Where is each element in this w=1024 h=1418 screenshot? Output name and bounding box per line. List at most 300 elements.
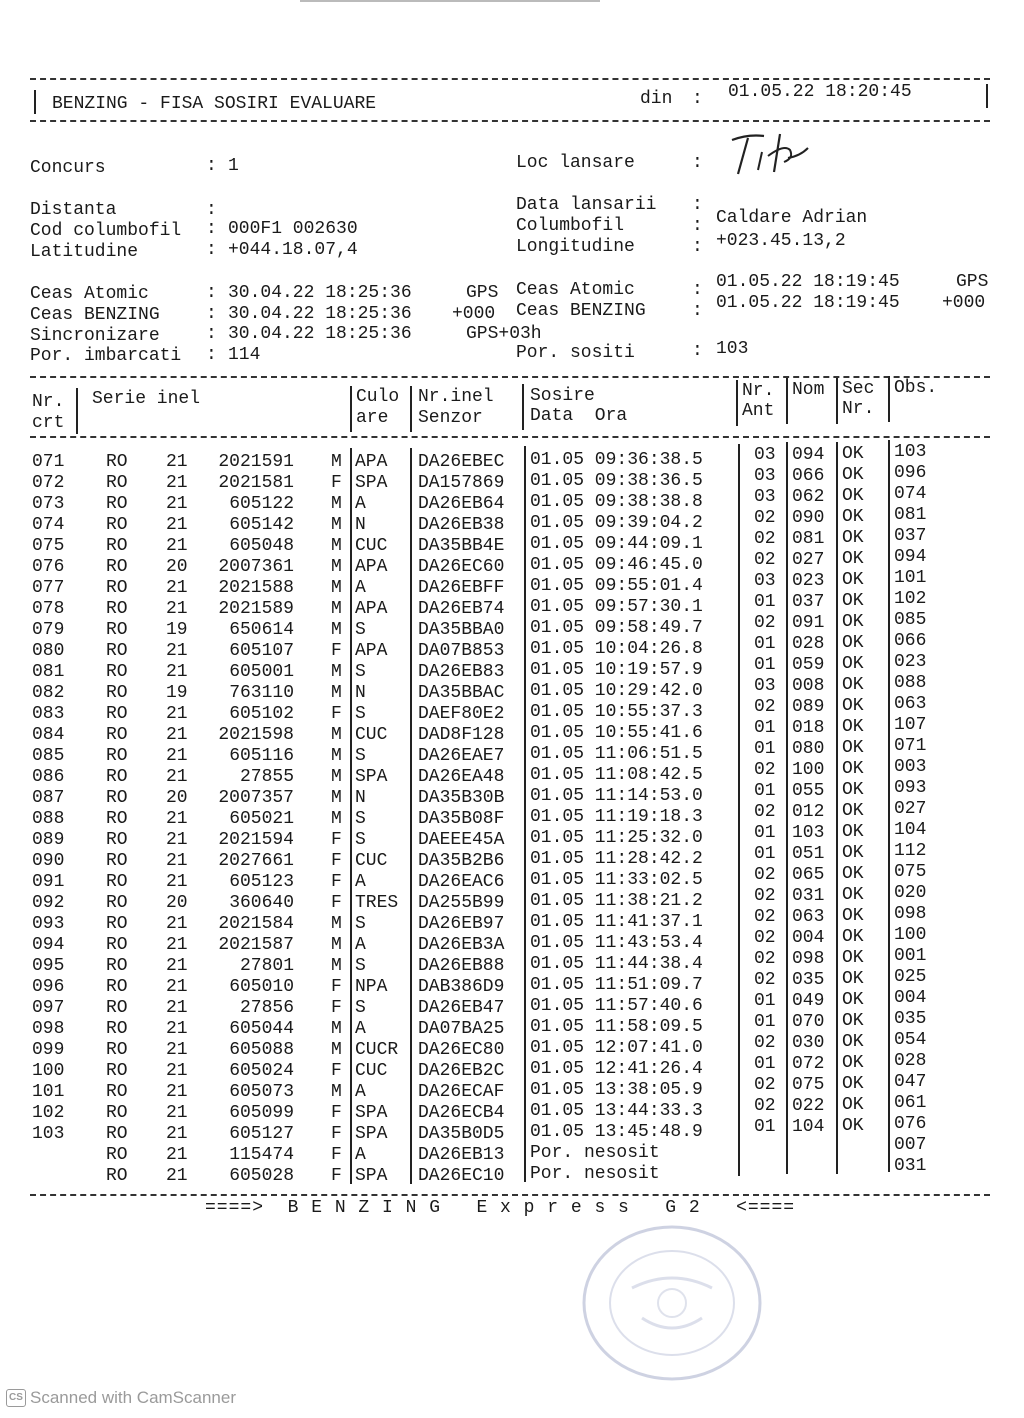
country-cell: RO (106, 473, 128, 493)
year-cell: 21 (166, 1124, 188, 1144)
nom-cell: 070 (792, 1012, 825, 1032)
country-cell: RO (106, 809, 128, 829)
latitudine-value: +044.18.07,4 (228, 240, 358, 260)
sex-cell: M (331, 1040, 342, 1060)
sex-cell: M (331, 620, 342, 640)
sex-cell: M (331, 809, 342, 829)
obs-cell: 061 (894, 1093, 927, 1113)
crt-cell: 083 (32, 704, 65, 724)
obs-cell: 096 (894, 463, 927, 483)
sec-cell: OK (842, 1032, 864, 1052)
year-cell: 21 (166, 662, 188, 682)
obs-cell: 031 (894, 1156, 927, 1176)
data-lansarii-colon: : (692, 195, 703, 215)
obs-cell: 104 (894, 820, 927, 840)
nr-ant-cell: 02 (754, 907, 776, 927)
camscanner-text: Scanned with CamScanner (30, 1388, 237, 1407)
hdr-sep-6 (786, 378, 788, 424)
nom-cell: 055 (792, 781, 825, 801)
sex-cell: F (331, 977, 342, 997)
sex-cell: F (331, 704, 342, 724)
nr-ant-cell: 01 (754, 634, 776, 654)
nr-ant-cell: 01 (754, 1054, 776, 1074)
page-title: BENZING - FISA SOSIRI EVALUARE (52, 94, 377, 114)
nr-ant-cell: 02 (754, 1096, 776, 1116)
nom-cell: 062 (792, 487, 825, 507)
country-cell: RO (106, 893, 128, 913)
sex-cell: F (331, 641, 342, 661)
country-cell: RO (106, 557, 128, 577)
arrival-cell: 01.05 11:57:40.6 (530, 996, 703, 1016)
obs-cell: 007 (894, 1135, 927, 1155)
year-cell: 21 (166, 452, 188, 472)
color-cell: S (355, 956, 366, 976)
loc-lansare-colon: : (692, 153, 703, 173)
nom-cell: 030 (792, 1033, 825, 1053)
arrival-cell: 01.05 10:29:42.0 (530, 681, 703, 701)
color-cell: A (355, 872, 366, 892)
obs-cell: 075 (894, 862, 927, 882)
nr-ant-cell: 03 (754, 445, 776, 465)
ring-number-cell: 360640 (229, 893, 294, 913)
obs-cell: 071 (894, 736, 927, 756)
crt-cell: 078 (32, 599, 65, 619)
distanta-colon: : (206, 200, 217, 220)
longitudine-colon: : (692, 237, 703, 257)
hdr-sep-5 (736, 380, 738, 426)
nr-ant-cell: 01 (754, 592, 776, 612)
sec-cell: OK (842, 633, 864, 653)
color-cell: S (355, 620, 366, 640)
color-cell: SPA (355, 473, 388, 493)
ring-number-cell: 2021584 (218, 914, 294, 934)
col-nr-line2: crt (32, 413, 65, 433)
ring-number-cell: 605142 (229, 515, 294, 535)
sex-cell: M (331, 746, 342, 766)
obs-cell: 081 (894, 505, 927, 525)
table-header-bottom-divider (30, 436, 990, 438)
sec-cell: OK (842, 885, 864, 905)
color-cell: A (355, 1019, 366, 1039)
obs-cell: 076 (894, 1114, 927, 1134)
nom-cell: 081 (792, 529, 825, 549)
sex-cell: F (331, 998, 342, 1018)
country-cell: RO (106, 935, 128, 955)
country-cell: RO (106, 998, 128, 1018)
obs-cell: 100 (894, 925, 927, 945)
year-cell: 21 (166, 1040, 188, 1060)
nom-cell: 012 (792, 802, 825, 822)
arrival-cell: 01.05 11:58:09.5 (530, 1017, 703, 1037)
arrival-cell: 01.05 11:44:38.4 (530, 954, 703, 974)
obs-cell: 063 (894, 694, 927, 714)
country-cell: RO (106, 683, 128, 703)
country-cell: RO (106, 452, 128, 472)
nr-ant-cell: 02 (754, 802, 776, 822)
obs-cell: 037 (894, 526, 927, 546)
ring-number-cell: 605024 (229, 1061, 294, 1081)
sensor-cell: DA26EB83 (418, 662, 505, 682)
color-cell: TRES (355, 893, 399, 913)
sex-cell: M (331, 956, 342, 976)
color-cell: CUC (355, 725, 388, 745)
col-sec-line1: Sec (842, 379, 875, 399)
obs-cell: 054 (894, 1030, 927, 1050)
sex-cell: M (331, 599, 342, 619)
table-bottom-divider (30, 1194, 990, 1196)
ceas-atomic-right-colon: : (692, 280, 703, 300)
sensor-cell: DA26EB2C (418, 1061, 505, 1081)
table-row (30, 1114, 990, 1145)
sensor-cell: DA255B99 (418, 893, 505, 913)
sec-cell: OK (842, 822, 864, 842)
col-data-ora: Data Ora (530, 406, 628, 426)
nr-ant-cell: 02 (754, 550, 776, 570)
sensor-cell: DA26EB97 (418, 914, 505, 934)
ring-number-cell: 605116 (229, 746, 294, 766)
sensor-cell: DAD8F128 (418, 725, 505, 745)
arrival-cell: 01.05 11:33:02.5 (530, 870, 703, 890)
handwritten-loc-lansare (728, 128, 818, 180)
sensor-cell: DA35B2B6 (418, 851, 505, 871)
obs-cell: 101 (894, 568, 927, 588)
nr-ant-cell: 02 (754, 1033, 776, 1053)
country-cell: RO (106, 914, 128, 934)
crt-cell: 075 (32, 536, 65, 556)
hdr-sep-7 (836, 378, 838, 424)
loc-lansare-label: Loc lansare (516, 153, 635, 173)
crt-cell: 082 (32, 683, 65, 703)
crt-cell: 093 (32, 914, 65, 934)
sec-cell: OK (842, 906, 864, 926)
year-cell: 21 (166, 536, 188, 556)
crt-cell: 090 (32, 851, 65, 871)
sex-cell: M (331, 788, 342, 808)
nom-cell: 080 (792, 739, 825, 759)
ring-number-cell: 2021594 (218, 830, 294, 850)
nom-cell: 075 (792, 1075, 825, 1095)
nr-ant-cell: 02 (754, 613, 776, 633)
sex-cell: F (331, 473, 342, 493)
crt-cell: 076 (32, 557, 65, 577)
nr-ant-cell: 01 (754, 739, 776, 759)
color-cell: A (355, 578, 366, 598)
sensor-cell: DA26EB47 (418, 998, 505, 1018)
concurs-label: Concurs (30, 158, 106, 178)
concurs-colon: : (206, 156, 217, 176)
year-cell: 21 (166, 1145, 188, 1165)
year-cell: 21 (166, 998, 188, 1018)
col-nr-line1: Nr. (32, 392, 65, 412)
ring-number-cell: 2027661 (218, 851, 294, 871)
arrival-cell: 01.05 09:39:04.2 (530, 513, 703, 533)
sec-cell: OK (842, 528, 864, 548)
year-cell: 21 (166, 746, 188, 766)
arrival-cell: 01.05 12:41:26.4 (530, 1059, 703, 1079)
ring-number-cell: 27801 (239, 956, 294, 976)
ceas-atomic-right-suffix: GPS (956, 272, 989, 292)
obs-cell: 020 (894, 883, 927, 903)
color-cell: APA (355, 599, 388, 619)
sex-cell: M (331, 914, 342, 934)
color-cell: S (355, 662, 366, 682)
sec-cell: OK (842, 696, 864, 716)
ring-number-cell: 650614 (229, 620, 294, 640)
arrival-cell: 01.05 13:38:05.9 (530, 1080, 703, 1100)
country-cell: RO (106, 851, 128, 871)
ceas-benzing-right-colon: : (692, 301, 703, 321)
sensor-cell: DA26ECAF (418, 1082, 505, 1102)
year-cell: 20 (166, 557, 188, 577)
arrival-cell: 01.05 09:38:38.8 (530, 492, 703, 512)
obs-cell: 035 (894, 1009, 927, 1029)
country-cell: RO (106, 872, 128, 892)
nr-ant-cell: 02 (754, 886, 776, 906)
col-sosire: Sosire (530, 386, 595, 406)
col-nr-ant-line2: Ant (742, 401, 775, 421)
nr-ant-cell: 02 (754, 529, 776, 549)
sensor-cell: DAEF80E2 (418, 704, 505, 724)
country-cell: RO (106, 956, 128, 976)
arrival-cell: Por. nesosit (530, 1164, 660, 1184)
crt-cell: 095 (32, 956, 65, 976)
ring-number-cell: 2007357 (218, 788, 294, 808)
country-cell: RO (106, 788, 128, 808)
country-cell: RO (106, 1019, 128, 1039)
nr-ant-cell: 01 (754, 781, 776, 801)
top-edge-line (300, 0, 600, 2)
country-cell: RO (106, 1166, 128, 1186)
ring-number-cell: 2021581 (218, 473, 294, 493)
nom-cell: 028 (792, 634, 825, 654)
arrival-cell: 01.05 11:38:21.2 (530, 891, 703, 911)
sex-cell: F (331, 1145, 342, 1165)
sec-cell: OK (842, 1116, 864, 1136)
year-cell: 21 (166, 872, 188, 892)
crt-cell: 081 (32, 662, 65, 682)
color-cell: APA (355, 452, 388, 472)
ring-number-cell: 605123 (229, 872, 294, 892)
crt-cell: 102 (32, 1103, 65, 1123)
nr-ant-cell: 01 (754, 718, 776, 738)
nr-ant-cell: 02 (754, 508, 776, 528)
ring-number-cell: 2021588 (218, 578, 294, 598)
latitudine-colon: : (206, 240, 217, 260)
sensor-cell: DA26EAC6 (418, 872, 505, 892)
year-cell: 21 (166, 1082, 188, 1102)
sositi-label: Por. sositi (516, 343, 635, 363)
sex-cell: M (331, 725, 342, 745)
arrival-cell: 01.05 11:41:37.1 (530, 912, 703, 932)
sositi-value: 103 (716, 339, 749, 359)
color-cell: S (355, 746, 366, 766)
sensor-cell: DA157869 (418, 473, 505, 493)
sensor-cell: DAB386D9 (418, 977, 505, 997)
sec-cell: OK (842, 486, 864, 506)
table-row (30, 1156, 990, 1187)
color-cell: CUC (355, 1061, 388, 1081)
nom-cell: 008 (792, 676, 825, 696)
obs-cell: 027 (894, 799, 927, 819)
sensor-cell: DA35B0D5 (418, 1124, 505, 1144)
year-cell: 21 (166, 515, 188, 535)
sec-cell: OK (842, 864, 864, 884)
color-cell: N (355, 683, 366, 703)
camscanner-watermark (6, 1388, 236, 1408)
ring-number-cell: 115474 (229, 1145, 294, 1165)
sincronizare-suffix: GPS+03h (466, 324, 542, 344)
sensor-cell: DAEEE45A (418, 830, 505, 850)
sex-cell: M (331, 494, 342, 514)
arrival-cell: 01.05 12:07:41.0 (530, 1038, 703, 1058)
cod-columbofil-colon: : (206, 219, 217, 239)
arrival-cell: 01.05 11:19:18.3 (530, 807, 703, 827)
country-cell: RO (106, 578, 128, 598)
ring-number-cell: 605127 (229, 1124, 294, 1144)
year-cell: 21 (166, 1061, 188, 1081)
crt-cell: 091 (32, 872, 65, 892)
crt-cell: 077 (32, 578, 65, 598)
crt-cell: 079 (32, 620, 65, 640)
crt-cell: 099 (32, 1040, 65, 1060)
arrival-cell: 01.05 09:38:36.5 (530, 471, 703, 491)
nr-ant-cell: 02 (754, 949, 776, 969)
sensor-cell: DA26EBEC (418, 452, 505, 472)
obs-cell: 085 (894, 610, 927, 630)
arrival-cell: 01.05 09:57:30.1 (530, 597, 703, 617)
arrival-cell: 01.05 09:36:38.5 (530, 450, 703, 470)
round-stamp (572, 1218, 772, 1388)
imbarcati-value: 114 (228, 345, 261, 365)
obs-cell: 025 (894, 967, 927, 987)
nom-cell: 103 (792, 823, 825, 843)
ceas-atomic-label: Ceas Atomic (30, 284, 149, 304)
year-cell: 21 (166, 914, 188, 934)
crt-cell: 096 (32, 977, 65, 997)
sec-cell: OK (842, 1095, 864, 1115)
hdr-sep-3 (410, 386, 412, 432)
ring-number-cell: 2021589 (218, 599, 294, 619)
year-cell: 21 (166, 578, 188, 598)
color-cell: SPA (355, 1103, 388, 1123)
hdr-sep-2 (350, 386, 352, 432)
ring-number-cell: 2021598 (218, 725, 294, 745)
camscanner-icon: CS (6, 1389, 26, 1407)
color-cell: NPA (355, 977, 388, 997)
ceas-benzing-left-suffix: +000 (452, 304, 496, 324)
sensor-cell: DA26EB3A (418, 935, 505, 955)
color-cell: S (355, 704, 366, 724)
arrival-cell: 01.05 11:14:53.0 (530, 786, 703, 806)
sec-cell: OK (842, 843, 864, 863)
nom-cell: 104 (792, 1117, 825, 1137)
nom-cell: 018 (792, 718, 825, 738)
year-cell: 19 (166, 620, 188, 640)
ring-number-cell: 605102 (229, 704, 294, 724)
arrival-cell: 01.05 11:06:51.5 (530, 744, 703, 764)
col-nr-ant-line1: Nr. (742, 381, 775, 401)
country-cell: RO (106, 641, 128, 661)
columbofil-colon: : (692, 216, 703, 236)
arrival-cell: 01.05 09:58:49.7 (530, 618, 703, 638)
concurs-value: 1 (228, 156, 239, 176)
ring-number-cell: 605021 (229, 809, 294, 829)
sex-cell: F (331, 1103, 342, 1123)
col-serie-inel: Serie inel (92, 389, 201, 409)
country-cell: RO (106, 977, 128, 997)
sex-cell: M (331, 683, 342, 703)
crt-cell: 094 (32, 935, 65, 955)
sec-cell: OK (842, 549, 864, 569)
sec-cell: OK (842, 1011, 864, 1031)
sex-cell: M (331, 1082, 342, 1102)
country-cell: RO (106, 704, 128, 724)
arrival-cell: 01.05 10:55:37.3 (530, 702, 703, 722)
col-senzor: Senzor (418, 408, 483, 428)
color-cell: SPA (355, 1124, 388, 1144)
obs-cell: 028 (894, 1051, 927, 1071)
table-row (30, 1135, 990, 1166)
sex-cell: F (331, 830, 342, 850)
sex-cell: M (331, 515, 342, 535)
year-cell: 21 (166, 809, 188, 829)
header-right-bar (986, 84, 988, 108)
sec-cell: OK (842, 948, 864, 968)
crt-cell: 074 (32, 515, 65, 535)
country-cell: RO (106, 494, 128, 514)
sec-cell: OK (842, 612, 864, 632)
crt-cell: 092 (32, 893, 65, 913)
crt-cell: 073 (32, 494, 65, 514)
din-label: din (640, 89, 673, 109)
country-cell: RO (106, 536, 128, 556)
sensor-cell: DA26EC10 (418, 1166, 505, 1186)
obs-cell: 066 (894, 631, 927, 651)
sensor-cell: DA26EBFF (418, 578, 505, 598)
ceas-benzing-colon: : (206, 304, 217, 324)
nom-cell: 004 (792, 928, 825, 948)
nr-ant-cell: 02 (754, 865, 776, 885)
country-cell: RO (106, 1082, 128, 1102)
header-left-bar (34, 90, 36, 114)
obs-cell: 093 (894, 778, 927, 798)
crt-cell: 087 (32, 788, 65, 808)
nr-ant-cell: 03 (754, 466, 776, 486)
din-value: 01.05.22 18:20:45 (728, 82, 912, 102)
latitudine-label: Latitudine (30, 242, 139, 262)
longitudine-value: +023.45.13,2 (716, 231, 846, 251)
crt-cell: 088 (32, 809, 65, 829)
ceas-atomic-right-label: Ceas Atomic (516, 280, 635, 300)
country-cell: RO (106, 599, 128, 619)
arrival-cell: 01.05 11:08:42.5 (530, 765, 703, 785)
crt-cell: 089 (32, 830, 65, 850)
sex-cell: F (331, 1124, 342, 1144)
ceas-atomic-left-value: 30.04.22 18:25:36 (228, 283, 412, 303)
hdr-sep-8 (888, 376, 890, 422)
sex-cell: M (331, 767, 342, 787)
ring-number-cell: 2021587 (218, 935, 294, 955)
sensor-cell: DA35B30B (418, 788, 505, 808)
cod-columbofil-label: Cod columbofil (30, 221, 182, 241)
sec-cell: OK (842, 927, 864, 947)
col-obs: Obs. (894, 378, 938, 398)
nr-ant-cell: 02 (754, 760, 776, 780)
ceas-benzing-right-label: Ceas BENZING (516, 301, 646, 321)
sincronizare-label: Sincronizare (30, 326, 160, 346)
sec-cell: OK (842, 507, 864, 527)
col-sec-line2: Nr. (842, 399, 875, 419)
